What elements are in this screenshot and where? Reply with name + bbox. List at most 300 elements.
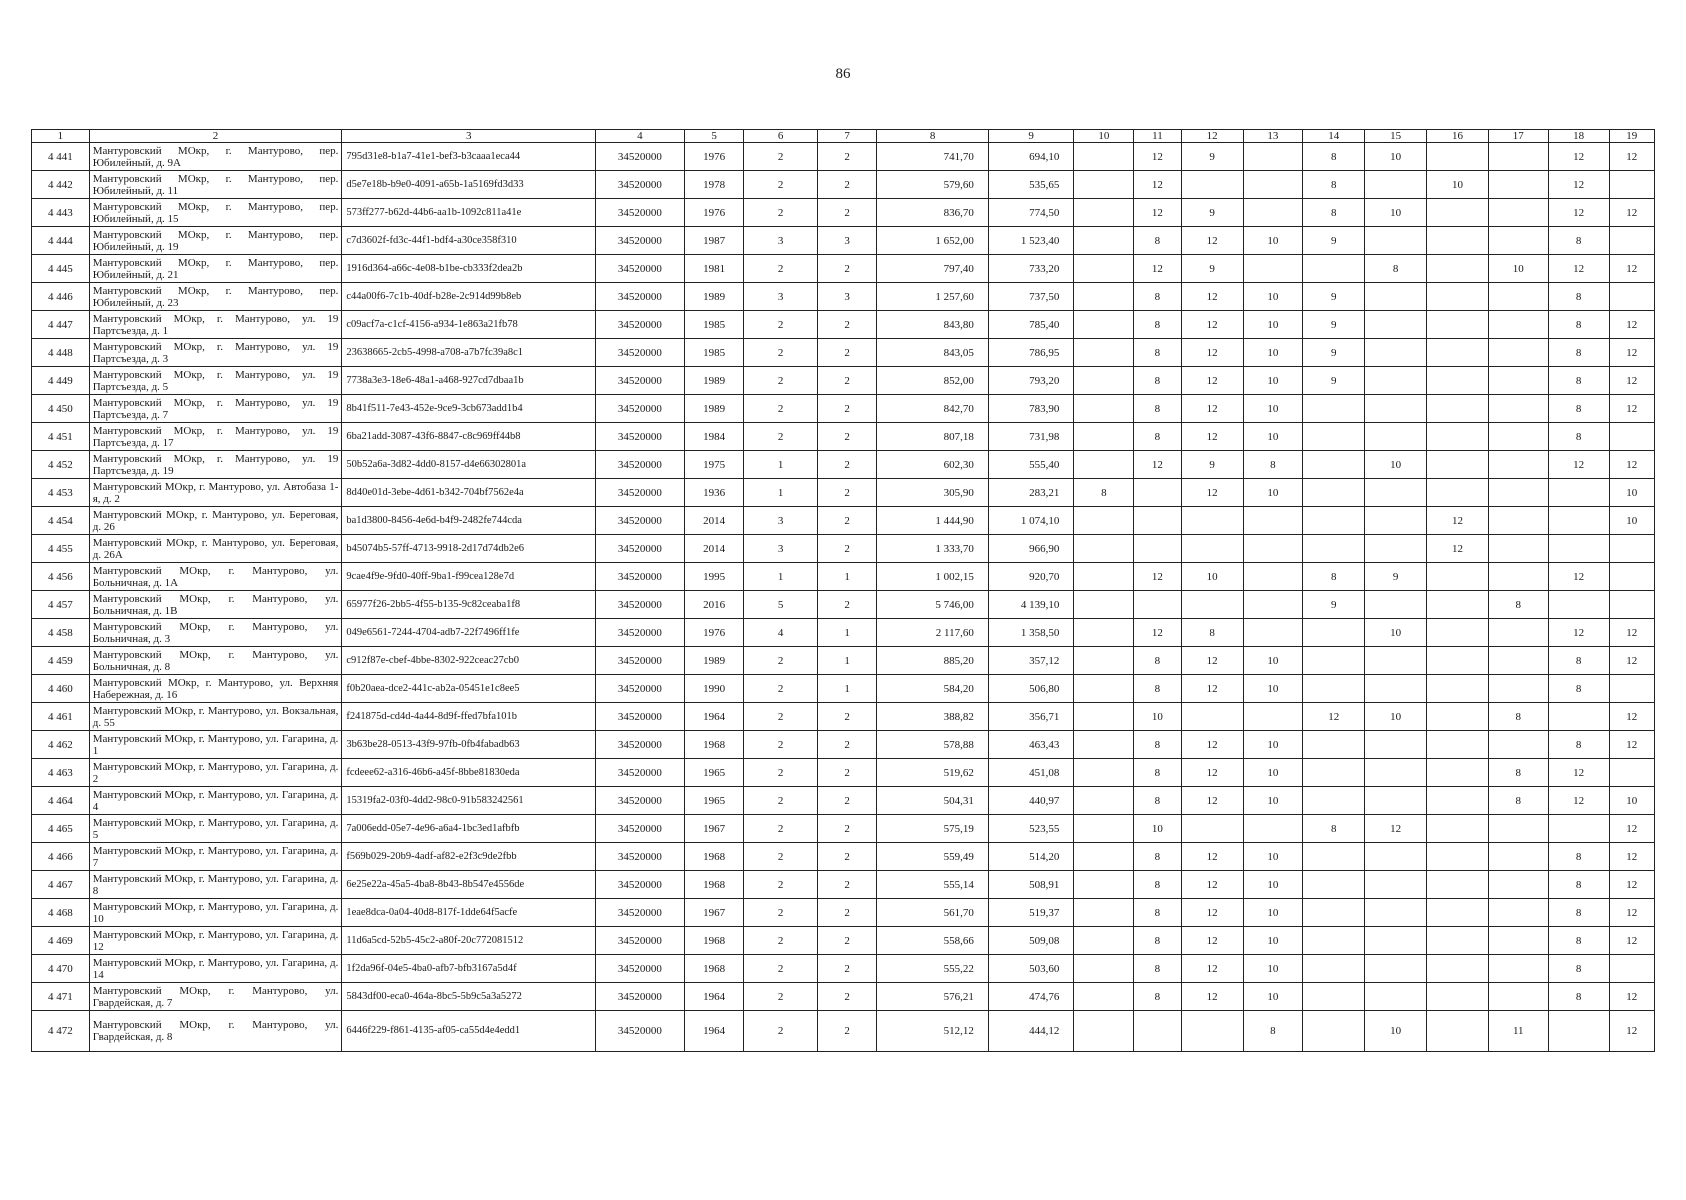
- c11-cell: 8: [1134, 731, 1181, 759]
- year-built-cell: 1995: [684, 563, 744, 591]
- total-area-cell: 843,80: [877, 311, 988, 339]
- c15-cell: 10: [1365, 143, 1427, 171]
- address-cell: Мантуровский МОкр, г. Мантурово, ул. Больничная, д. 1В: [89, 591, 342, 619]
- fias-guid-cell: 6e25e22a-45a5-4ba8-8b43-8b547e4556de: [342, 871, 596, 899]
- column-header: 19: [1609, 130, 1655, 143]
- c10-cell: [1074, 227, 1134, 255]
- c18-cell: 8: [1548, 899, 1609, 927]
- row-id-cell: 4 466: [32, 843, 90, 871]
- c10-cell: [1074, 367, 1134, 395]
- row-id-cell: 4 449: [32, 367, 90, 395]
- c18-cell: 8: [1548, 339, 1609, 367]
- c12-cell: 12: [1181, 843, 1243, 871]
- fias-guid-cell: b45074b5-57ff-4713-9918-2d17d74db2e6: [342, 535, 596, 563]
- c15-cell: [1365, 899, 1427, 927]
- column-header: 9: [988, 130, 1074, 143]
- row-id-cell: 4 471: [32, 983, 90, 1011]
- c19-cell: 10: [1609, 787, 1655, 815]
- c16-cell: [1427, 591, 1489, 619]
- total-area-cell: 558,66: [877, 927, 988, 955]
- c18-cell: [1548, 703, 1609, 731]
- table-row: [32, 339, 1655, 367]
- year-built-cell: 1976: [684, 619, 744, 647]
- c17-cell: [1488, 535, 1548, 563]
- row-id-cell: 4 456: [32, 563, 90, 591]
- year-built-cell: 1968: [684, 843, 744, 871]
- c15-cell: 10: [1365, 1011, 1427, 1052]
- living-area-cell: 506,80: [988, 675, 1074, 703]
- fias-guid-cell: 23638665-2cb5-4998-a708-a7b7fc39a8c1: [342, 339, 596, 367]
- c11-cell: 8: [1134, 843, 1181, 871]
- row-id-cell: 4 452: [32, 451, 90, 479]
- total-area-cell: 602,30: [877, 451, 988, 479]
- c15-cell: [1365, 731, 1427, 759]
- oktmo-cell: 34520000: [596, 647, 685, 675]
- column-header: 18: [1548, 130, 1609, 143]
- c13-cell: [1243, 703, 1303, 731]
- floors-max-cell: 5: [744, 591, 817, 619]
- year-built-cell: 1985: [684, 339, 744, 367]
- floors-max-cell: 2: [744, 339, 817, 367]
- c12-cell: 9: [1181, 143, 1243, 171]
- address-cell: Мантуровский МОкр, г. Мантурово, пер. Юбилейный, д. 15: [89, 199, 342, 227]
- c12-cell: 12: [1181, 283, 1243, 311]
- floors-max-cell: 2: [744, 815, 817, 843]
- address-cell: Мантуровский МОкр, г. Мантурово, пер. Юбилейный, д. 21: [89, 255, 342, 283]
- c15-cell: [1365, 367, 1427, 395]
- c14-cell: [1303, 479, 1365, 507]
- floors-min-cell: 2: [817, 367, 877, 395]
- oktmo-cell: 34520000: [596, 507, 685, 535]
- floors-max-cell: 2: [744, 423, 817, 451]
- table-row: [32, 507, 1655, 535]
- c15-cell: [1365, 283, 1427, 311]
- c14-cell: [1303, 899, 1365, 927]
- c12-cell: 12: [1181, 227, 1243, 255]
- c12-cell: 12: [1181, 983, 1243, 1011]
- c13-cell: [1243, 143, 1303, 171]
- total-area-cell: 842,70: [877, 395, 988, 423]
- oktmo-cell: 34520000: [596, 927, 685, 955]
- c10-cell: [1074, 647, 1134, 675]
- c19-cell: [1609, 171, 1655, 199]
- fias-guid-cell: c44a00f6-7c1b-40df-b28e-2c914d99b8eb: [342, 283, 596, 311]
- c10-cell: [1074, 199, 1134, 227]
- floors-max-cell: 2: [744, 759, 817, 787]
- total-area-cell: 1 257,60: [877, 283, 988, 311]
- c12-cell: 12: [1181, 787, 1243, 815]
- c11-cell: 8: [1134, 367, 1181, 395]
- floors-max-cell: 2: [744, 647, 817, 675]
- c16-cell: 10: [1427, 171, 1489, 199]
- c16-cell: [1427, 787, 1489, 815]
- floors-max-cell: 2: [744, 1011, 817, 1052]
- fias-guid-cell: f0b20aea-dce2-441c-ab2a-05451e1c8ee5: [342, 675, 596, 703]
- column-header: 1: [32, 130, 90, 143]
- living-area-cell: 1 523,40: [988, 227, 1074, 255]
- c16-cell: [1427, 983, 1489, 1011]
- c12-cell: 10: [1181, 563, 1243, 591]
- c14-cell: 9: [1303, 367, 1365, 395]
- table-row: [32, 591, 1655, 619]
- oktmo-cell: 34520000: [596, 675, 685, 703]
- c17-cell: [1488, 955, 1548, 983]
- c13-cell: [1243, 563, 1303, 591]
- oktmo-cell: 34520000: [596, 143, 685, 171]
- floors-min-cell: 2: [817, 255, 877, 283]
- c15-cell: [1365, 423, 1427, 451]
- row-id-cell: 4 441: [32, 143, 90, 171]
- c16-cell: [1427, 339, 1489, 367]
- floors-max-cell: 3: [744, 535, 817, 563]
- total-area-cell: 852,00: [877, 367, 988, 395]
- table-row: [32, 983, 1655, 1011]
- c15-cell: 9: [1365, 563, 1427, 591]
- address-cell: Мантуровский МОкр, г. Мантурово, ул. 19 Партсъезда, д. 1: [89, 311, 342, 339]
- c16-cell: [1427, 227, 1489, 255]
- c17-cell: [1488, 339, 1548, 367]
- c15-cell: 12: [1365, 815, 1427, 843]
- c18-cell: [1548, 1011, 1609, 1052]
- c19-cell: [1609, 955, 1655, 983]
- floors-max-cell: 2: [744, 703, 817, 731]
- table-row: [32, 927, 1655, 955]
- c16-cell: [1427, 619, 1489, 647]
- column-header: 10: [1074, 130, 1134, 143]
- address-cell: Мантуровский МОкр, г. Мантурово, ул. Гагарина, д. 14: [89, 955, 342, 983]
- c18-cell: 8: [1548, 283, 1609, 311]
- c19-cell: [1609, 283, 1655, 311]
- c14-cell: 9: [1303, 311, 1365, 339]
- fias-guid-cell: c09acf7a-c1cf-4156-a934-1e863a21fb78: [342, 311, 596, 339]
- column-header: 2: [89, 130, 342, 143]
- c16-cell: [1427, 255, 1489, 283]
- table-row: [32, 619, 1655, 647]
- year-built-cell: 1985: [684, 311, 744, 339]
- c13-cell: 10: [1243, 395, 1303, 423]
- floors-min-cell: 1: [817, 647, 877, 675]
- address-cell: Мантуровский МОкр, г. Мантурово, ул. Гагарина, д. 7: [89, 843, 342, 871]
- table-row: [32, 955, 1655, 983]
- c10-cell: [1074, 703, 1134, 731]
- fias-guid-cell: 15319fa2-03f0-4dd2-98c0-91b583242561: [342, 787, 596, 815]
- c18-cell: 8: [1548, 311, 1609, 339]
- floors-min-cell: 2: [817, 703, 877, 731]
- c17-cell: [1488, 563, 1548, 591]
- address-cell: Мантуровский МОкр, г. Мантурово, ул. Больничная, д. 1А: [89, 563, 342, 591]
- fias-guid-cell: 1f2da96f-04e5-4ba0-afb7-bfb3167a5d4f: [342, 955, 596, 983]
- row-id-cell: 4 447: [32, 311, 90, 339]
- housing-register-table: [31, 129, 1655, 1052]
- year-built-cell: 1976: [684, 143, 744, 171]
- c17-cell: [1488, 395, 1548, 423]
- c15-cell: [1365, 871, 1427, 899]
- c13-cell: 10: [1243, 647, 1303, 675]
- c19-cell: [1609, 535, 1655, 563]
- c10-cell: [1074, 787, 1134, 815]
- c12-cell: 12: [1181, 479, 1243, 507]
- c17-cell: [1488, 367, 1548, 395]
- year-built-cell: 2016: [684, 591, 744, 619]
- row-id-cell: 4 445: [32, 255, 90, 283]
- c14-cell: 8: [1303, 563, 1365, 591]
- total-area-cell: 576,21: [877, 983, 988, 1011]
- c16-cell: [1427, 199, 1489, 227]
- row-id-cell: 4 461: [32, 703, 90, 731]
- address-cell: Мантуровский МОкр, г. Мантурово, ул. Гвардейская, д. 7: [89, 983, 342, 1011]
- c14-cell: 8: [1303, 815, 1365, 843]
- c12-cell: [1181, 535, 1243, 563]
- total-area-cell: 559,49: [877, 843, 988, 871]
- c13-cell: [1243, 619, 1303, 647]
- c10-cell: [1074, 451, 1134, 479]
- living-area-cell: 1 358,50: [988, 619, 1074, 647]
- c18-cell: 8: [1548, 927, 1609, 955]
- living-area-cell: 966,90: [988, 535, 1074, 563]
- column-header: 3: [342, 130, 596, 143]
- c15-cell: 10: [1365, 619, 1427, 647]
- living-area-cell: 451,08: [988, 759, 1074, 787]
- year-built-cell: 1989: [684, 283, 744, 311]
- table-row: [32, 199, 1655, 227]
- address-cell: Мантуровский МОкр, г. Мантурово, пер. Юбилейный, д. 9А: [89, 143, 342, 171]
- c17-cell: [1488, 451, 1548, 479]
- c16-cell: [1427, 647, 1489, 675]
- c14-cell: 12: [1303, 703, 1365, 731]
- c15-cell: [1365, 311, 1427, 339]
- row-id-cell: 4 464: [32, 787, 90, 815]
- oktmo-cell: 34520000: [596, 591, 685, 619]
- c11-cell: 8: [1134, 339, 1181, 367]
- c14-cell: [1303, 619, 1365, 647]
- c13-cell: 10: [1243, 731, 1303, 759]
- table-row: [32, 1011, 1655, 1052]
- c17-cell: [1488, 983, 1548, 1011]
- c12-cell: 9: [1181, 255, 1243, 283]
- fias-guid-cell: 5843df00-eca0-464a-8bc5-5b9c5a3a5272: [342, 983, 596, 1011]
- total-area-cell: 561,70: [877, 899, 988, 927]
- oktmo-cell: 34520000: [596, 619, 685, 647]
- c16-cell: [1427, 451, 1489, 479]
- c17-cell: [1488, 423, 1548, 451]
- table-row: [32, 171, 1655, 199]
- c18-cell: [1548, 507, 1609, 535]
- c12-cell: 12: [1181, 339, 1243, 367]
- total-area-cell: 1 002,15: [877, 563, 988, 591]
- c10-cell: [1074, 759, 1134, 787]
- address-cell: Мантуровский МОкр, г. Мантурово, ул. Гагарина, д. 12: [89, 927, 342, 955]
- c16-cell: [1427, 1011, 1489, 1052]
- row-id-cell: 4 459: [32, 647, 90, 675]
- floors-min-cell: 2: [817, 731, 877, 759]
- column-header: 8: [877, 130, 988, 143]
- living-area-cell: 519,37: [988, 899, 1074, 927]
- c18-cell: 8: [1548, 395, 1609, 423]
- c11-cell: [1134, 507, 1181, 535]
- table-row: [32, 815, 1655, 843]
- floors-min-cell: 3: [817, 227, 877, 255]
- floors-max-cell: 2: [744, 143, 817, 171]
- c13-cell: [1243, 591, 1303, 619]
- c12-cell: [1181, 171, 1243, 199]
- c15-cell: [1365, 395, 1427, 423]
- c18-cell: [1548, 815, 1609, 843]
- c18-cell: 12: [1548, 787, 1609, 815]
- c13-cell: 10: [1243, 955, 1303, 983]
- c15-cell: [1365, 507, 1427, 535]
- address-cell: Мантуровский МОкр, г. Мантурово, ул. Гвардейская, д. 8: [89, 1011, 342, 1052]
- table-row: [32, 255, 1655, 283]
- total-area-cell: 584,20: [877, 675, 988, 703]
- floors-max-cell: 2: [744, 395, 817, 423]
- table-row: [32, 143, 1655, 171]
- c19-cell: 12: [1609, 367, 1655, 395]
- year-built-cell: 1976: [684, 199, 744, 227]
- c10-cell: [1074, 283, 1134, 311]
- c18-cell: 12: [1548, 171, 1609, 199]
- living-area-cell: 444,12: [988, 1011, 1074, 1052]
- row-id-cell: 4 448: [32, 339, 90, 367]
- floors-min-cell: 2: [817, 311, 877, 339]
- c16-cell: [1427, 927, 1489, 955]
- living-area-cell: 733,20: [988, 255, 1074, 283]
- floors-max-cell: 2: [744, 955, 817, 983]
- floors-min-cell: 2: [817, 171, 877, 199]
- oktmo-cell: 34520000: [596, 535, 685, 563]
- floors-min-cell: 2: [817, 423, 877, 451]
- c14-cell: [1303, 955, 1365, 983]
- row-id-cell: 4 460: [32, 675, 90, 703]
- row-id-cell: 4 457: [32, 591, 90, 619]
- c13-cell: [1243, 199, 1303, 227]
- living-area-cell: 523,55: [988, 815, 1074, 843]
- c14-cell: [1303, 535, 1365, 563]
- c15-cell: [1365, 647, 1427, 675]
- fias-guid-cell: 7a006edd-05e7-4e96-a6a4-1bc3ed1afbfb: [342, 815, 596, 843]
- c14-cell: [1303, 731, 1365, 759]
- column-header: 16: [1427, 130, 1489, 143]
- fias-guid-cell: 65977f26-2bb5-4f55-b135-9c82ceaba1f8: [342, 591, 596, 619]
- column-header: 7: [817, 130, 877, 143]
- c11-cell: 8: [1134, 423, 1181, 451]
- c17-cell: [1488, 619, 1548, 647]
- c13-cell: 10: [1243, 675, 1303, 703]
- floors-max-cell: 1: [744, 563, 817, 591]
- c12-cell: 12: [1181, 647, 1243, 675]
- c17-cell: [1488, 507, 1548, 535]
- page-number: 86: [835, 66, 851, 82]
- floors-min-cell: 2: [817, 927, 877, 955]
- c11-cell: 8: [1134, 395, 1181, 423]
- c13-cell: 10: [1243, 899, 1303, 927]
- fias-guid-cell: 573ff277-b62d-44b6-aa1b-1092c811a41e: [342, 199, 596, 227]
- column-header: 4: [596, 130, 685, 143]
- fias-guid-cell: ba1d3800-8456-4e6d-b4f9-2482fe744cda: [342, 507, 596, 535]
- c10-cell: [1074, 927, 1134, 955]
- floors-min-cell: 1: [817, 675, 877, 703]
- c10-cell: [1074, 815, 1134, 843]
- c14-cell: [1303, 759, 1365, 787]
- c17-cell: [1488, 647, 1548, 675]
- floors-max-cell: 2: [744, 787, 817, 815]
- c16-cell: [1427, 899, 1489, 927]
- fias-guid-cell: 11d6a5cd-52b5-45c2-a80f-20c772081512: [342, 927, 596, 955]
- address-cell: Мантуровский МОкр, г. Мантурово, ул. Больничная, д. 8: [89, 647, 342, 675]
- c17-cell: 10: [1488, 255, 1548, 283]
- floors-max-cell: 2: [744, 731, 817, 759]
- c19-cell: [1609, 675, 1655, 703]
- floors-max-cell: 2: [744, 367, 817, 395]
- c16-cell: [1427, 731, 1489, 759]
- c18-cell: 12: [1548, 255, 1609, 283]
- year-built-cell: 2014: [684, 507, 744, 535]
- row-id-cell: 4 468: [32, 899, 90, 927]
- c12-cell: 12: [1181, 395, 1243, 423]
- row-id-cell: 4 451: [32, 423, 90, 451]
- c12-cell: 9: [1181, 451, 1243, 479]
- table-row: [32, 535, 1655, 563]
- c11-cell: 12: [1134, 619, 1181, 647]
- c10-cell: [1074, 591, 1134, 619]
- c15-cell: 10: [1365, 451, 1427, 479]
- c15-cell: [1365, 843, 1427, 871]
- floors-max-cell: 3: [744, 283, 817, 311]
- c11-cell: 10: [1134, 815, 1181, 843]
- total-area-cell: 797,40: [877, 255, 988, 283]
- address-cell: Мантуровский МОкр, г. Мантурово, ул. Больничная, д. 3: [89, 619, 342, 647]
- c12-cell: 12: [1181, 731, 1243, 759]
- year-built-cell: 1984: [684, 423, 744, 451]
- address-cell: Мантуровский МОкр, г. Мантурово, ул. Береговая, д. 26А: [89, 535, 342, 563]
- c12-cell: 12: [1181, 899, 1243, 927]
- c19-cell: 12: [1609, 703, 1655, 731]
- c11-cell: 12: [1134, 255, 1181, 283]
- c10-cell: [1074, 843, 1134, 871]
- address-cell: Мантуровский МОкр, г. Мантурово, ул. Гагарина, д. 10: [89, 899, 342, 927]
- year-built-cell: 1965: [684, 787, 744, 815]
- c19-cell: [1609, 563, 1655, 591]
- c19-cell: [1609, 423, 1655, 451]
- c17-cell: [1488, 143, 1548, 171]
- living-area-cell: 4 139,10: [988, 591, 1074, 619]
- row-id-cell: 4 458: [32, 619, 90, 647]
- c17-cell: [1488, 731, 1548, 759]
- c16-cell: [1427, 283, 1489, 311]
- year-built-cell: 1981: [684, 255, 744, 283]
- floors-min-cell: 2: [817, 451, 877, 479]
- c13-cell: 10: [1243, 339, 1303, 367]
- c17-cell: [1488, 199, 1548, 227]
- c16-cell: [1427, 703, 1489, 731]
- c15-cell: [1365, 955, 1427, 983]
- c13-cell: [1243, 535, 1303, 563]
- total-area-cell: 305,90: [877, 479, 988, 507]
- oktmo-cell: 34520000: [596, 367, 685, 395]
- row-id-cell: 4 444: [32, 227, 90, 255]
- c19-cell: 12: [1609, 899, 1655, 927]
- living-area-cell: 508,91: [988, 871, 1074, 899]
- c12-cell: [1181, 507, 1243, 535]
- floors-min-cell: 2: [817, 759, 877, 787]
- column-number-header-row: [32, 130, 1655, 143]
- floors-max-cell: 2: [744, 927, 817, 955]
- c19-cell: [1609, 591, 1655, 619]
- c10-cell: [1074, 731, 1134, 759]
- c18-cell: 8: [1548, 675, 1609, 703]
- c16-cell: [1427, 479, 1489, 507]
- c19-cell: 12: [1609, 647, 1655, 675]
- c18-cell: [1548, 591, 1609, 619]
